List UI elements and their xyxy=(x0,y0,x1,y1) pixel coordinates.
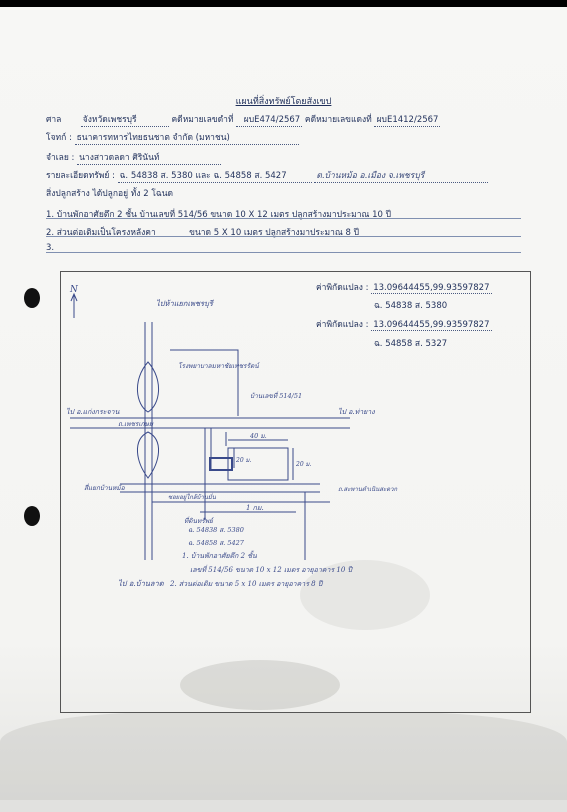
black-case-value: ผบE474/2567 xyxy=(236,112,302,127)
roundabout-top xyxy=(137,362,158,412)
to-left-label: ไป อ.แก่งกระจาน xyxy=(66,408,120,416)
dim-1km-label: 1 กม. xyxy=(246,504,264,512)
house-marker xyxy=(210,458,232,470)
black-case-label: คดีหมายเลขดำที่ xyxy=(171,115,234,125)
highway-label: ถ.เพชรเกษม xyxy=(118,420,154,428)
coord-1-value: 13.09644455,99.93597827 xyxy=(373,283,490,293)
note-3: 2. ส่วนต่อเติม ขนาด 5 x 10 เมตร อายุอาคาร 8 ปี xyxy=(170,580,323,588)
house-number-label: บ้านเลขที่ 514/51 xyxy=(250,392,303,400)
north-label: N xyxy=(70,285,78,295)
asset-value: ฉ. 54838 ส. 5380 และ ฉ. 54858 ส. 5427 xyxy=(118,168,312,183)
item2-desc: 2. ส่วนต่อเติมเป็นโครงหลังคา xyxy=(46,228,156,238)
plaintiff-value: ธนาคารทหารไทยธนชาต จำกัด (มหาชน) xyxy=(75,130,299,145)
defendant-label: จำเลย : xyxy=(46,153,75,163)
dim-20a-label: 20 ม. xyxy=(296,461,312,468)
deed-label: ที่ดินทรัพย์ xyxy=(184,517,213,525)
coord-2-label: ค่าพิกัดแปลง : xyxy=(316,320,369,330)
coord-2-value: 13.09644455,99.93597827 xyxy=(373,320,490,330)
red-case-value: ผบE1412/2567 xyxy=(374,112,440,127)
soi-label: ซอยอยู่ใกล้บ้านมั่น xyxy=(168,494,216,501)
coord-1-deed: ฉ. 54838 ส. 5380 xyxy=(374,301,448,311)
item2-size: ขนาด 5 X 10 เมตร ปลูกสร้างมาประมาณ 8 ปี xyxy=(189,228,360,238)
coord-2-deed: ฉ. 54858 ส. 5327 xyxy=(374,339,448,349)
dim-20b-label: 20 ม. xyxy=(236,457,252,464)
deed-a-label: ฉ. 54838 ส. 5380 xyxy=(188,526,244,534)
roundabout-bottom xyxy=(137,432,158,478)
roundabout-label: สี่แยกบ้านหม้อ xyxy=(84,484,125,492)
to-right-label: ไป อ.ท่ายาง xyxy=(338,408,375,416)
note-1: 1. บ้านพักอาศัยตึก 2 ชั้น xyxy=(182,552,257,560)
buildings-heading: สิ่งปลูกสร้าง ได้ปลูกอยู่ ทั้ง 2 โฉนด xyxy=(46,189,174,199)
coord-1-label: ค่าพิกัดแปลง : xyxy=(316,283,369,293)
document-title: แผนที่สิ่งทรัพย์โดยสังเขป xyxy=(235,97,332,107)
dim-40-label: 40 ม. xyxy=(250,432,267,440)
deed-b-label: ฉ. 54858 ส. 5427 xyxy=(188,539,244,547)
red-case-label: คดีหมายเลขแดงที่ xyxy=(304,115,372,125)
court-value: จังหวัดเพชรบุรี xyxy=(81,112,169,127)
court-label: ศาล xyxy=(46,115,62,125)
asset-label: รายละเอียดทรัพย์ : xyxy=(46,171,115,181)
land-plot xyxy=(228,448,288,480)
to-bottom-label: ไป อ.บ้านลาด xyxy=(118,579,164,588)
to-bridge-label: ถ.สะพานดำเนินสะดวก xyxy=(338,486,398,493)
hospital-boundary xyxy=(170,350,238,416)
building-item-1: 1. บ้านพักอาศัยตึก 2 ชั้น บ้านเลขที่ 514/56 ขนาด 10 X 12 เมตร ปลูกสร้างมาประมาณ 10 ปี xyxy=(46,210,392,220)
building-item-3: 3. xyxy=(46,243,55,253)
plaintiff-label: โจทก์ : xyxy=(46,133,72,143)
defendant-value: นางสาวดลดา ศิรินันท์ xyxy=(77,150,221,165)
note-2: เลขที่ 514/56 ขนาด 10 x 12 เมตร อายุอาคาร 10 ปี xyxy=(190,566,352,574)
hospital-label: โรงพยาบาลมหาชัยเพชรรัตน์ xyxy=(178,362,259,370)
asset-location-handwritten: ต.บ้านหม้อ อ.เมือง จ.เพชรบุรี xyxy=(314,168,488,183)
to-city-label: ไปห้าแยกเพชรบุรี xyxy=(156,299,213,308)
